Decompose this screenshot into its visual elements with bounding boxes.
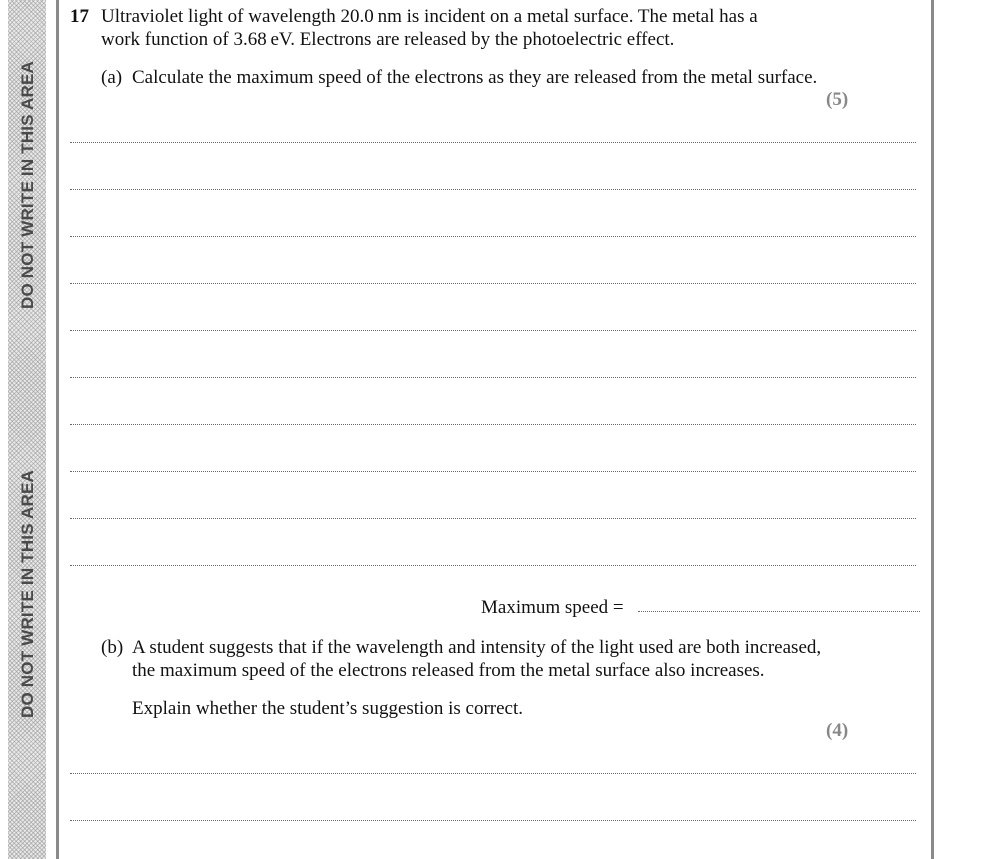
answer-line-a-4[interactable] xyxy=(70,283,916,284)
maximum-speed-answer-line[interactable] xyxy=(638,611,920,612)
answer-line-a-5[interactable] xyxy=(70,330,916,331)
answer-line-a-1[interactable] xyxy=(70,142,916,143)
answer-line-a-9[interactable] xyxy=(70,518,916,519)
question-stem-line-1: Ultraviolet light of wavelength 20.0 nm is incident on a metal surface. The metal has a xyxy=(101,6,758,27)
margin-warning-bottom: DO NOT WRITE IN THIS AREA xyxy=(18,469,37,719)
part-a-marks: (5) xyxy=(826,89,849,110)
question-number: 17 xyxy=(70,6,89,27)
answer-line-a-6[interactable] xyxy=(70,377,916,378)
part-b-text-line-1: A student suggests that if the wavelength and intensity of the light used are both increased, xyxy=(132,637,822,658)
answer-line-a-8[interactable] xyxy=(70,471,916,472)
part-a-label: (a) xyxy=(101,67,123,88)
answer-line-a-2[interactable] xyxy=(70,189,916,190)
part-b-marks: (4) xyxy=(826,720,849,741)
part-b-label: (b) xyxy=(101,637,124,658)
part-b-instruction: Explain whether the student’s suggestion is correct. xyxy=(132,698,523,719)
answer-line-b-1[interactable] xyxy=(70,773,916,774)
margin-border-left xyxy=(56,0,59,859)
answer-line-b-2[interactable] xyxy=(70,820,916,821)
answer-line-a-3[interactable] xyxy=(70,236,916,237)
part-b-text-line-2: the maximum speed of the electrons released from the metal surface also increases. xyxy=(132,660,765,681)
answer-line-a-10[interactable] xyxy=(70,565,916,566)
maximum-speed-label: Maximum speed = xyxy=(481,597,624,618)
margin-warning-top: DO NOT WRITE IN THIS AREA xyxy=(18,60,37,310)
answer-line-a-7[interactable] xyxy=(70,424,916,425)
margin-border-right xyxy=(931,0,934,859)
question-stem-line-2: work function of 3.68 eV. Electrons are released by the photoelectric effect. xyxy=(101,29,675,50)
part-a-text: Calculate the maximum speed of the electrons as they are released from the metal surface. xyxy=(132,67,818,88)
